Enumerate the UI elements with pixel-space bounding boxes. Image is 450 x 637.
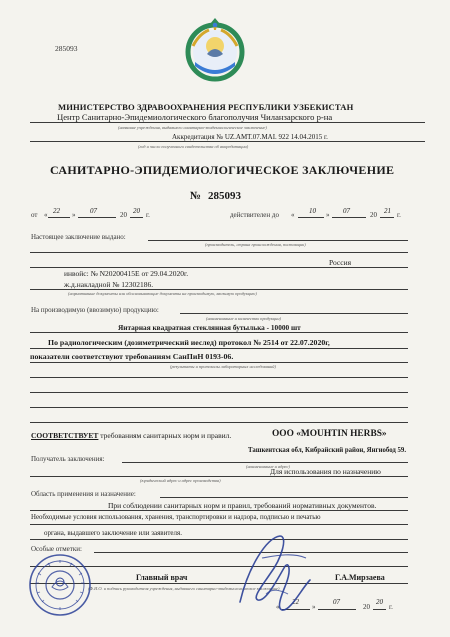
signature-icon bbox=[222, 528, 318, 620]
product-label: На производимую (ввозимую) продукцию: bbox=[31, 306, 159, 314]
sign-year: 20 bbox=[376, 598, 383, 606]
valid-until-label: действителен до bbox=[230, 211, 279, 219]
state-emblem-icon bbox=[183, 16, 247, 86]
recipient-label: Получатель заключения: bbox=[31, 455, 105, 463]
usage-value: Для использования по назначению bbox=[270, 467, 381, 476]
to-day: 10 bbox=[309, 207, 316, 215]
caption-signature: (Ф.И.О. и подпись руководителя учреждения, выдавшего санитарно-эпидемиологическое заключение) bbox=[88, 586, 280, 591]
sign-day: 22 bbox=[292, 598, 299, 606]
chief-name: Г.А.Мирзаева bbox=[335, 573, 385, 582]
scope-label: Область применения и назначение: bbox=[31, 490, 136, 498]
complies-bold: СООТВЕТСТВУЕТ bbox=[31, 431, 99, 440]
research-line-1: По радиологическим (дозиметрический иеслед) протокол № 2514 от 22.07.2020г, bbox=[48, 338, 330, 347]
company-name: ООО «MOUHTIN HERBS» bbox=[272, 429, 387, 439]
caption-center: (название учреждения, выдавшего санитарно-эпидемиологическое заключение) bbox=[118, 125, 267, 130]
from-day: 22 bbox=[53, 207, 60, 215]
accreditation: Аккредитация № UZ.AMT.07.MAI. 922 14.04.2015 г. bbox=[172, 133, 328, 141]
round-seal-stamp-icon bbox=[28, 553, 92, 617]
caption-recipient: (наименование и адрес) bbox=[246, 464, 290, 469]
from-year: 20 bbox=[133, 207, 140, 215]
to-year: 21 bbox=[384, 207, 391, 215]
special-marks-label: Особые отметки: bbox=[31, 545, 82, 553]
caption-product: (наименование и количество продукции) bbox=[206, 316, 282, 321]
conditions-line-1: Необходимые условия использования, хранения, транспортировки и надзора, подписью и печатью bbox=[31, 514, 321, 521]
caption-documents: (нормативные документы или обосновывающие документы на производимую, ввозимую продукцию) bbox=[68, 291, 257, 296]
invoice-line-2: ж.д.накладной № 12302186. bbox=[64, 280, 154, 289]
from-month: 07 bbox=[90, 207, 97, 215]
recipient-address: Ташкентская обл, Кибрайский район, Янгиобод 59. bbox=[248, 447, 407, 454]
caption-research: (результаты и протоколы лабораторных исследований) bbox=[170, 364, 276, 369]
chief-label: Главный врач bbox=[136, 573, 188, 582]
from-label: от bbox=[31, 211, 38, 219]
issued-to-label: Настоящее заключение выдано: bbox=[31, 233, 126, 241]
scope-value: При соблюдении санитарных норм и правил, требований нормативных документов. bbox=[108, 501, 377, 510]
certificate-page: 285093 МИНИСТЕРСТВО ЗДРАВООХРАНЕНИЯ РЕСПУБЛИКИ УЗБЕКИСТАН Центр Санитарно-Эпидемиологического благополучия Чиланзарского р-на (название учреждения, выдавшего санитарно-эпидемиологическое заключение) Аккредитация № UZ.AMT.07.MAI. 922 14.04.2015 г. (год и число полученного свидетельства об аккредитации) САНИТАРНО-ЭПИДЕМИОЛОГИЧЕСКОЕ ЗАКЛЮЧЕНИЕ № 285093 от « 22 » 07 20 20 г. действителен до « 10 » 07 20 21 г. Настоящее заключение выдано: (производитель, страна происхождения, поставщик) Россия инвойс: № N20200415E от 29.04.2020г. ж.д.накладной № 12302186. (нормативные документы или обосновывающие документы на производимую, ввозимую продукцию) На производимую (ввозимую) продукцию: (наименование и количество продукции) Янтарная квадратная стеклянная бутылька - 10000 шт По радиологическим (дозиметрический иеслед) протокол № 2514 от 22.07.2020г, показатели соответствуют требованиям СанПиН 0193-06. (результаты и протоколы лабораторных исследований) СООТВЕТСТВУЕТ требованиям санитарных норм и правил. ООО «MOUHTIN HERBS» Ташкентская обл, Кибрайский район, Янгиобод 59. Получатель заключения: (наименование и адрес) (юридический адрес и адрес производства) Для использования по назначению Область применения и назначение: При соблюдении санитарных норм и правил, требований нормативных документов. Необходимые условия использования, хранения, транспортировки и надзора, подписью и печатью органа, выдавшего заключение или заявителя. Особые отметки: Главный врач Г.А.Мирзаева (Ф.И.О. и подпись руководителя учреждения, выдавшего санитарно-эпидемиологическое заключение) « 22 » 07 20 20 г. bbox=[0, 0, 450, 637]
to-month: 07 bbox=[343, 207, 350, 215]
sign-month: 07 bbox=[333, 598, 340, 606]
doc-number: 285093 bbox=[208, 190, 241, 202]
research-line-2: показатели соответствуют требованиям СанПиН 0193-06. bbox=[30, 352, 234, 361]
invoice-line-1: инвойс: № N20200415E от 29.04.2020г. bbox=[64, 269, 189, 278]
center-name: Центр Санитарно-Эпидемиологического благополучия Чиланзарского р-на bbox=[57, 112, 333, 122]
complies-text: требованиям санитарных норм и правил. bbox=[100, 431, 232, 440]
ministry-name: МИНИСТЕРСТВО ЗДРАВООХРАНЕНИЯ РЕСПУБЛИКИ УЗБЕКИСТАН bbox=[58, 102, 354, 112]
caption-accreditation: (год и число полученного свидетельства об аккредитации) bbox=[138, 144, 249, 149]
country: Россия bbox=[329, 258, 352, 267]
number-label: № bbox=[190, 190, 202, 202]
doc-title: САНИТАРНО-ЭПИДЕМИОЛОГИЧЕСКОЕ ЗАКЛЮЧЕНИЕ bbox=[50, 163, 395, 177]
doc-number-top: 285093 bbox=[55, 44, 78, 53]
conditions-line-2: органа, выдавшего заключение или заявителя. bbox=[44, 529, 182, 537]
product-value: Янтарная квадратная стеклянная бутылька - 10000 шт bbox=[118, 323, 301, 332]
caption-issued-to: (производитель, страна происхождения, поставщик) bbox=[205, 242, 306, 247]
complies-statement bbox=[31, 431, 231, 440]
caption-legal: (юридический адрес и адрес производства) bbox=[140, 478, 221, 483]
